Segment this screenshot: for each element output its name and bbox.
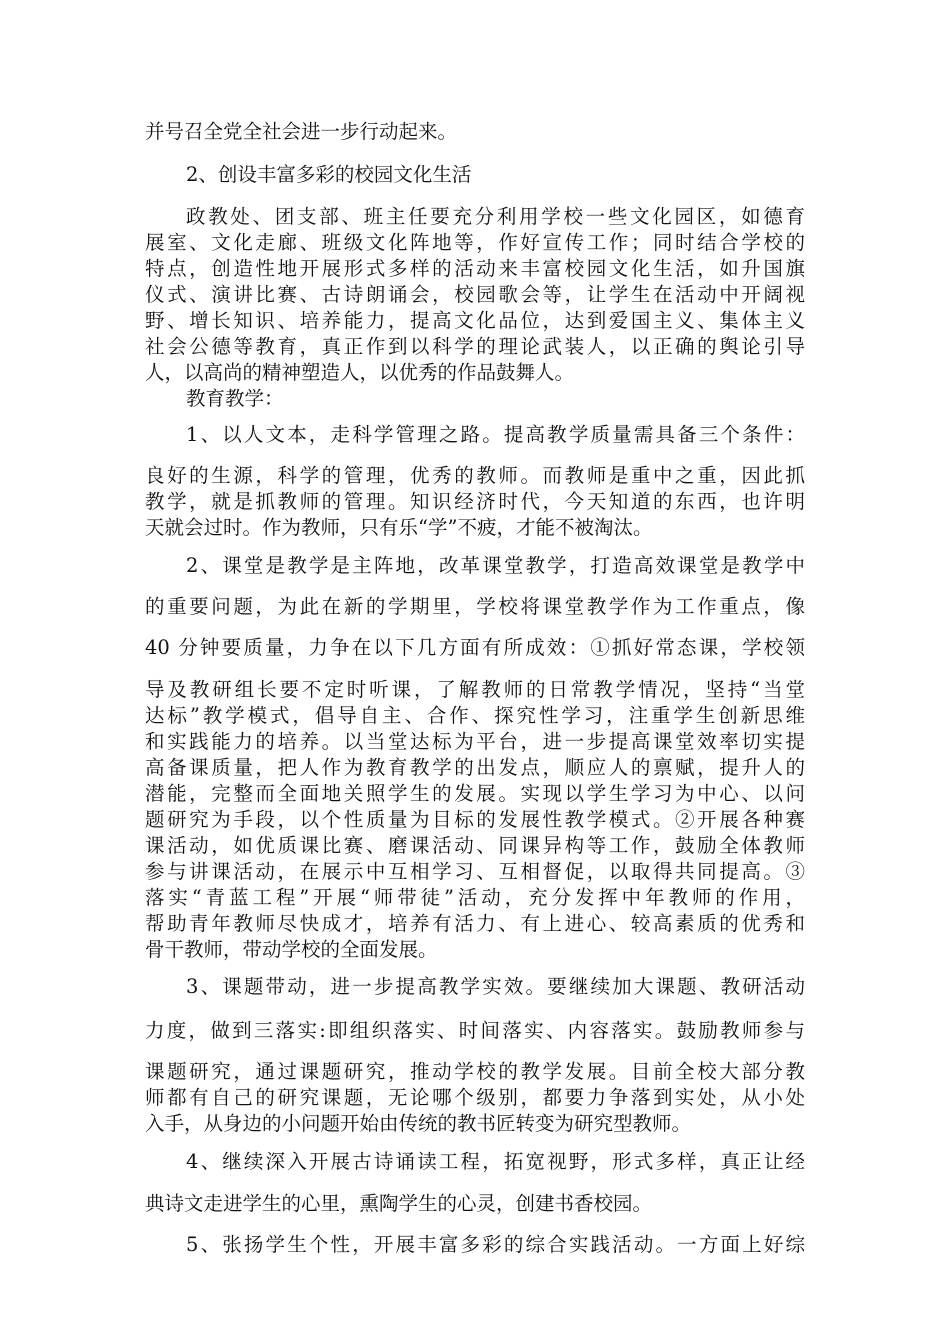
text-line: 落实“青蓝工程”开展“师带徒”活动，充分发挥中年教师的作用， — [145, 886, 805, 909]
text-line: 帮助青年教师尽快成才，培养有活力、有上进心、较高素质的优秀和 — [145, 912, 805, 935]
text-line: 达标”教学模式，倡导自主、合作、探究性学习，注重学生创新思维 — [145, 704, 805, 727]
text-line: 野、增长知识、培养能力，提高文化品位，达到爱国主义、集体主义 — [145, 309, 805, 332]
text-line: 参与讲课活动，在展示中互相学习、互相督促，以取得共同提高。③ — [145, 860, 805, 883]
text-line: 仪式、演讲比赛、古诗朗诵会，校园歌会等，让学生在活动中开阔视 — [145, 283, 805, 306]
text-line: 教学，就是抓教师的管理。知识经济时代，今天知道的东西，也许明 — [145, 490, 805, 513]
text-line: 政教处、团支部、班主任要充分利用学校一些文化园区，如德育 — [186, 205, 805, 228]
text-line: 并号召全党全社会进一步行动起来。 — [145, 120, 458, 143]
text-line: 天就会过时。作为教师，只有乐“学”不疲，才能不被淘汰。 — [145, 516, 653, 539]
section-heading: 教育教学： — [186, 387, 284, 410]
text-line: 和实践能力的培养。以当堂达标为平台，进一步提高课堂效率切实提 — [145, 730, 805, 753]
text-line: 课活动，如优质课比赛、磨课活动、同课异构等工作，鼓励全体教师 — [145, 834, 805, 857]
section-heading: 2、创设丰富多彩的校园文化生活 — [186, 163, 472, 186]
text-line: 4、继续深入开展古诗诵读工程，拓宽视野，形式多样，真正让经 — [186, 1150, 805, 1173]
text-line: 力度，做到三落实:即组织落实、时间落实、内容落实。鼓励教师参与 — [145, 1019, 805, 1042]
text-line: 1、以人文本，走科学管理之路。提高教学质量需具备三个条件： — [186, 423, 805, 446]
text-line: 5、张扬学生个性，开展丰富多彩的综合实践活动。一方面上好综 — [186, 1233, 805, 1256]
text-line: 40 分钟要质量，力争在以下几方面有所成效：①抓好常态课，学校领 — [145, 636, 805, 659]
text-line: 的重要问题，为此在新的学期里，学校将课堂教学作为工作重点，像 — [145, 595, 805, 618]
text-line: 入手，从身边的小问题开始由传统的教书匠转变为研究型教师。 — [145, 1112, 692, 1135]
text-line: 典诗文走进学生的心里，熏陶学生的心灵，创建书香校园。 — [145, 1192, 653, 1215]
text-line: 人，以高尚的精神塑造人，以优秀的作品鼓舞人。 — [145, 361, 575, 384]
text-line: 师都有自己的研究课题，无论哪个级别，都要力争落到实处，从小处 — [145, 1086, 805, 1109]
text-line: 良好的生源，科学的管理，优秀的教师。而教师是重中之重，因此抓 — [145, 464, 805, 487]
text-line: 2、课堂是教学是主阵地，改革课堂教学，打造高效课堂是教学中 — [186, 554, 805, 577]
text-line: 展室、文化走廊、班级文化阵地等，作好宣传工作；同时结合学校的 — [145, 231, 805, 254]
text-line: 导及教研组长要不定时听课，了解教师的日常教学情况，坚持“当堂 — [145, 678, 805, 701]
text-line: 骨干教师，带动学校的全面发展。 — [145, 938, 438, 961]
text-line: 社会公德等教育，真正作到以科学的理论武装人，以正确的舆论引导 — [145, 335, 805, 358]
text-line: 潜能，完整而全面地关照学生的发展。实现以学生学习为中心、以问 — [145, 782, 805, 805]
text-line: 特点，创造性地开展形式多样的活动来丰富校园文化生活，如升国旗 — [145, 257, 805, 280]
text-line: 课题研究，通过课题研究，推动学校的教学发展。目前全校大部分教 — [145, 1060, 805, 1083]
text-line: 高备课质量，把人作为教育教学的出发点，顺应人的禀赋，提升人的 — [145, 756, 805, 779]
text-line: 3、课题带动，进一步提高教学实效。要继续加大课题、教研活动 — [186, 975, 805, 998]
text-line: 题研究为手段，以个性质量为目标的发展性教学模式。②开展各种赛 — [145, 808, 805, 831]
